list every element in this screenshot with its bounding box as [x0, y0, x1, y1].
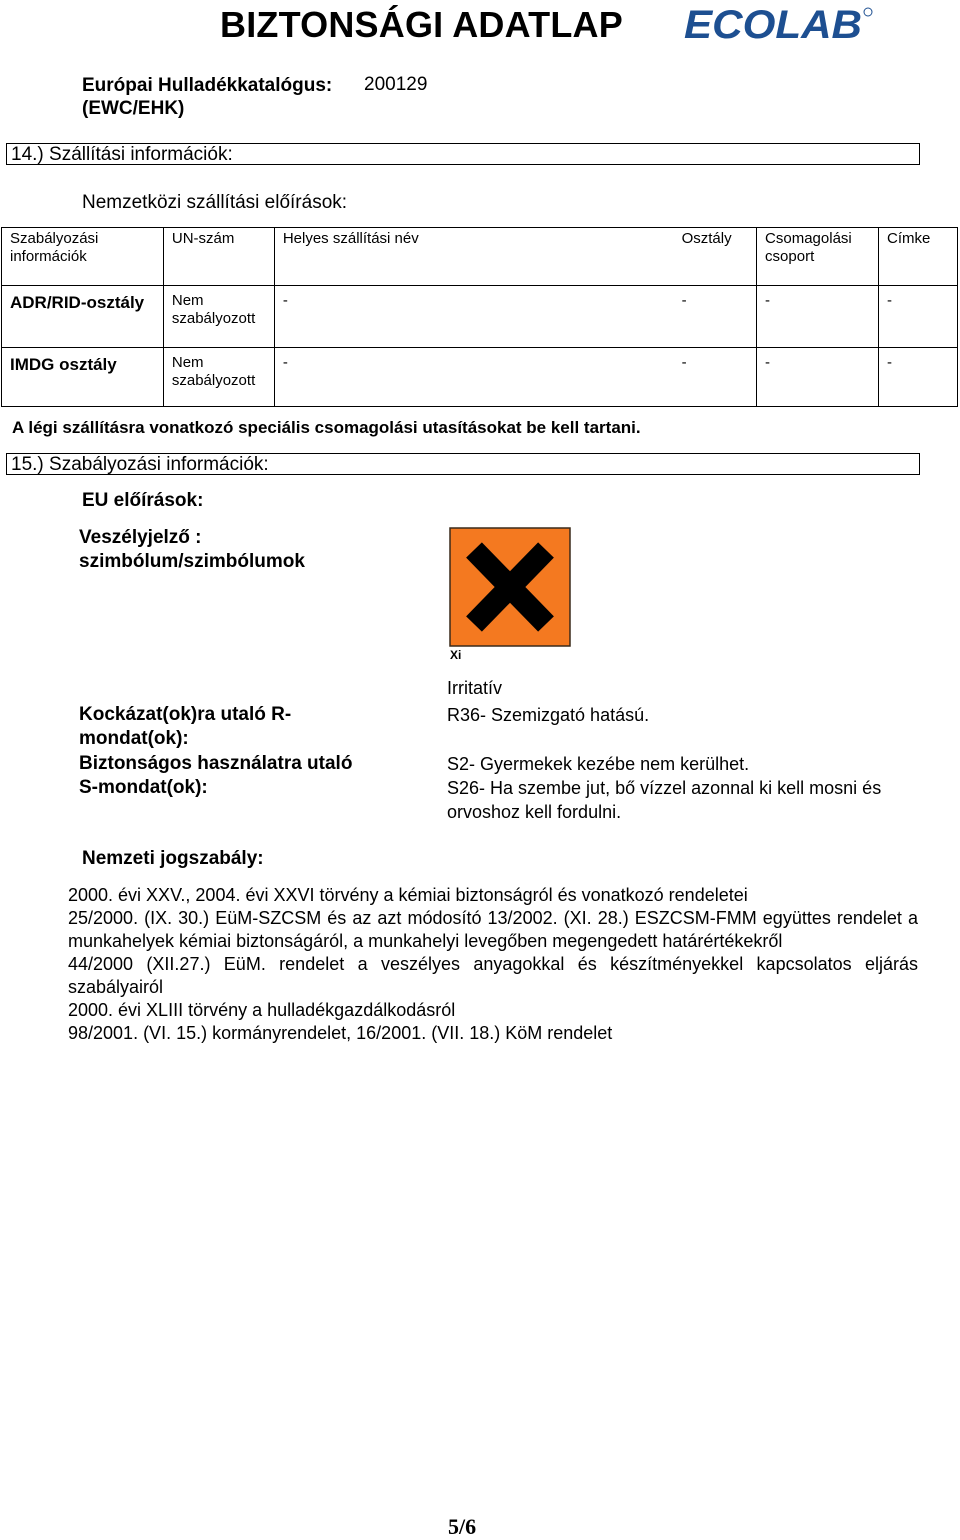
r-phrase: R36- Szemizgató hatású. [447, 705, 650, 725]
document-title: BIZTONSÁGI ADATLAP [220, 4, 623, 45]
s-phrase: S26- Ha szembe jut, bő vízzel azonnal ki kell mosni és orvoshoz kell fordulni. [447, 778, 882, 822]
transport-table-header [2, 228, 958, 286]
symbol-code: Xi [450, 648, 462, 662]
col-header-packing-group: Csomagolási csoport [757, 228, 879, 286]
col-header-label: Címke [879, 228, 958, 286]
national-legislation-heading: Nemzeti jogszabály: [82, 848, 264, 869]
legislation-list [68, 884, 918, 1045]
label-cell: - [879, 286, 958, 348]
row-name: IMDG osztály [2, 348, 164, 407]
shipping-name-cell: - [274, 286, 673, 348]
s-phrases-label-line2: S-mondat(ok): [79, 777, 208, 798]
ecolab-logo [684, 4, 874, 44]
legislation-item: 98/2001. (VI. 15.) kormányrendelet, 16/2001. (VII. 18.) KöM rendelet [68, 1023, 613, 1043]
shipping-name-cell: - [274, 348, 673, 407]
col-header-class: Osztály [674, 228, 757, 286]
air-transport-notice: A légi szállításra vonatkozó speciális csomagolási utasításokat be kell tartani. [12, 418, 641, 437]
intl-transport-heading: Nemzetközi szállítási előírások: [82, 192, 348, 213]
packing-group-cell: - [757, 348, 879, 407]
legislation-item: 25/2000. (IX. 30.) EüM-SZCSM és az azt módosító 13/2002. (XI. 28.) ESZCSM-FMM együttes rendelet a munkahelyek kémiai biztonságáról, a munkahelyi levegőben megengedett határértékekről [68, 908, 918, 951]
legislation-item: 2000. évi XXV., 2004. évi XXVI törvény a kémiai biztonságról és vonatkozó rendeletei [68, 885, 748, 905]
section-14-title: 14.) Szállítási információk: [6, 143, 920, 165]
eu-regulations-heading: EU előírások: [82, 490, 204, 511]
col-header-regulation: Szabályozási információk [2, 228, 164, 286]
packing-group-cell: - [757, 286, 879, 348]
irritant-x-icon [446, 526, 572, 662]
col-header-shipping-name: Helyes szállítási név [274, 228, 673, 286]
ewc-label [82, 74, 332, 120]
hazard-symbol-label-line1: Veszélyjelző : [79, 527, 202, 548]
page-number: 5/6 [448, 1514, 477, 1539]
hazard-symbol-label-line2: szimbólum/szimbólumok [79, 551, 305, 572]
un-number-cell: Nem szabályozott [163, 348, 274, 407]
legislation-item: 44/2000 (XII.27.) EüM. rendelet a veszélyes anyagokkal és készítményekkel kapcsolatos eljárás szabályairól [68, 954, 918, 997]
symbol-caption: Irritatív [447, 678, 503, 698]
class-cell: - [674, 286, 757, 348]
table-row [2, 286, 958, 348]
table-row [2, 348, 958, 407]
transport-table [1, 227, 958, 407]
ewc-label-line2: (EWC/EHK) [82, 98, 185, 119]
r-phrases-label-line2: mondat(ok): [79, 728, 189, 749]
svg-text:ECOLAB: ECOLAB [684, 4, 862, 44]
s-phrases-list [447, 752, 947, 824]
s-phrases-label [79, 752, 352, 800]
ewc-label-line1: Európai Hulladékkatalógus: [82, 75, 333, 96]
label-cell: - [879, 348, 958, 407]
row-name: ADR/RID-osztály [2, 286, 164, 348]
hazard-symbol-label [79, 526, 305, 574]
section-15-title: 15.) Szabályozási információk: [6, 453, 920, 475]
col-header-un-number: UN-szám [163, 228, 274, 286]
r-phrases-label-line1: Kockázat(ok)ra utaló R- [79, 704, 292, 725]
ewc-value: 200129 [364, 74, 428, 95]
legislation-item: 2000. évi XLIII törvény a hulladékgazdálkodásról [68, 1000, 456, 1020]
s-phrases-label-line1: Biztonságos használatra utaló [79, 753, 353, 774]
r-phrases-label [79, 703, 291, 751]
s-phrase: S2- Gyermekek kezébe nem kerülhet. [447, 754, 750, 774]
class-cell: - [674, 348, 757, 407]
un-number-cell: Nem szabályozott [163, 286, 274, 348]
